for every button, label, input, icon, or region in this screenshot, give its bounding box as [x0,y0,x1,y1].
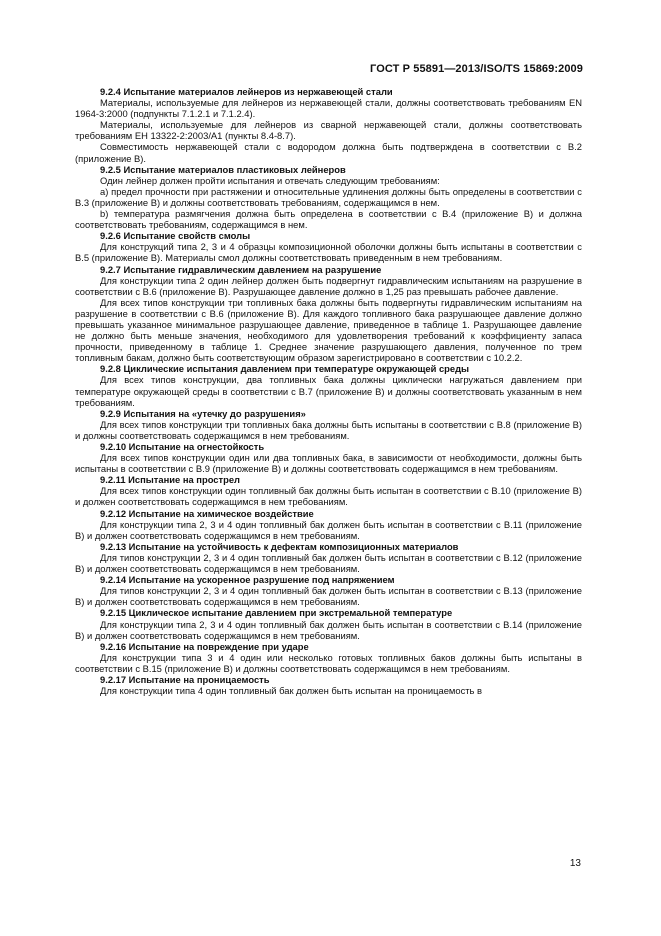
section-heading: 9.2.10 Испытание на огнестойкость [100,441,265,452]
paragraph: Один лейнер должен пройти испытания и отвечать следующим требованиям: [100,174,440,186]
section-heading: 9.2.14 Испытание на ускоренное разрушение под напряжением [100,574,395,586]
paragraph: Для конструкции типа 3 и 4 один или несколько готовых топливных баков должны быть испытаны в соответствии с B.15 (приложение B) и должны соответствовать содержащимся в нем требованиям. [75,651,582,674]
section-heading: 9.2.13 Испытание на устойчивость к дефектам композиционных материалов [100,540,459,552]
document-header: ГОСТ Р 55891—2013/ISO/TS 15869:2009 [370,63,583,75]
section-heading: 9.2.5 Испытание материалов пластиковых лейнеров [100,163,346,175]
section-heading: 9.2.16 Испытание на повреждение при ударе [100,640,309,652]
section-heading: 9.2.9 Испытания на «утечку до разрушения» [100,407,306,419]
paragraph: Для конструкций типа 2, 3 и 4 образцы композиционной оболочки должны быть испытаны в соответствии с B.5 (приложение B). Материалы смол должны соответствовать приведенным в нем требованиям. [75,241,582,264]
page-number: 13 [569,858,581,869]
paragraph: Для типов конструкции 2, 3 и 4 один топливный бак должен быть испытан в соответствии с B.13 (приложение B) и должен соответствовать содержащимся в нем требованиям. [75,585,582,608]
paragraph: Для конструкции типа 2, 3 и 4 один топливный бак должен быть испытан в соответствии с B.11 (приложение B) и должен соответствовать содержащимся в нем требованиям. [75,518,582,541]
paragraph: a) предел прочности при растяжении и относительные удлинения должны быть определены в соответствии с B.3 (приложение B) и должны соответствовать требованиям, содержащимся в нем. [75,185,582,208]
paragraph: Для типов конструкции 2, 3 и 4 один топливный бак должен быть испытан в соответствии с B.12 (приложение B) и должен соответствовать содержащимся в нем требованиям. [75,551,582,575]
paragraph: Для всех типов конструкции один или два топливных бака, в зависимости от необходимости, должны быть испытаны в соответствии с B.9 (приложение B) и должны соответствовать содержащимся в нем требованиям. [75,452,582,475]
paragraph: Для всех типов конструкции три топливных бака должны быть испытаны в соответствии с B.8 (приложение B) и должны соответствовать содержащимся в нем требованиям. [75,418,582,441]
paragraph: Совместимость нержавеющей стали с водородом должна быть подтверждена в соответствии с B.2 (приложение B). [75,141,582,164]
section-heading: 9.2.6 Испытание свойств смолы [100,230,251,242]
paragraph: Для всех типов конструкции один топливный бак должны быть испытан в соответствии с B.10 (приложение B) и должен соответствовать содержащимся в нем требованиям. [75,485,582,508]
paragraph: Материалы, используемые для лейнеров из нержавеющей стали, должны соответствовать требованиям EN 1964-3:2000 (подпункты 7.1.2.1 и 7.1.2.4). [75,97,582,120]
section-heading: 9.2.11 Испытание на прострел [100,474,240,486]
section-heading: 9.2.8 Циклические испытания давлением при температуре окружающей среды [100,363,470,375]
section-heading: 9.2.12 Испытание на химическое воздействие [100,507,314,519]
paragraph: Для конструкции типа 4 один топливный бак должен быть испытан на проницаемость в [100,685,483,697]
document-body [75,86,582,696]
paragraph: Для конструкции типа 2, 3 и 4 один топливный бак должен быть испытан в соответствии с B.14 (приложение B) и должен соответствовать содержащимся в нем требованиям. [75,618,582,641]
paragraph: Для всех типов конструкции три топливных бака должны быть подвергнуты гидравлическим испытаниям на разрушение в соответствии с B.6 (приложение B). Для каждого топливного бака разрушающее давление должно превышать указанное минимальное разрушающее давление, приведенное в таблице 1. Разрушающее давление не должно быть меньше значения, необходимого для удовлетворения требований к коэффициенту запаса прочности, приведенному в таблице 1. Среднее значение разрушающего давления, полученное по трем топливным бакам, должно быть соответствующим образом зарегистрировано в соответствии с 10.2.2. [75,296,582,364]
paragraph: Для конструкции типа 2 один лейнер должен быть подвергнут гидравлическим испытаниям на разрушение в соответствии с B.6 (приложение B). Разрушающее давление должно в 1,25 раз превышать рабочее давление. [75,274,582,297]
section-heading: 9.2.4 Испытание материалов лейнеров из нержавеющей стали [100,86,393,97]
section-heading: 9.2.7 Испытание гидравлическим давлением на разрушение [100,263,382,275]
section-heading: 9.2.17 Испытание на проницаемость [100,673,270,685]
paragraph: Для всех типов конструкции, два топливных бака должны циклически нагружаться давлением при температуре окружающей среды в соответствии с B.7 (приложение B) и должны соответствовать указанным в нем требованиям. [75,374,582,408]
paragraph: b) температура размягчения должна быть определена в соответствии с B.4 (приложение B) и должна соответствовать требованиям, содержащимся в нем. [75,208,582,231]
section-heading: 9.2.15 Циклическое испытание давлением при экстремальной температуре [100,607,453,619]
paragraph: Материалы, используемые для лейнеров из сварной нержавеющей стали, должны соответствовать требованиям EH 13322-2:2003/A1 (пункты 8.4-8.7). [75,119,582,142]
